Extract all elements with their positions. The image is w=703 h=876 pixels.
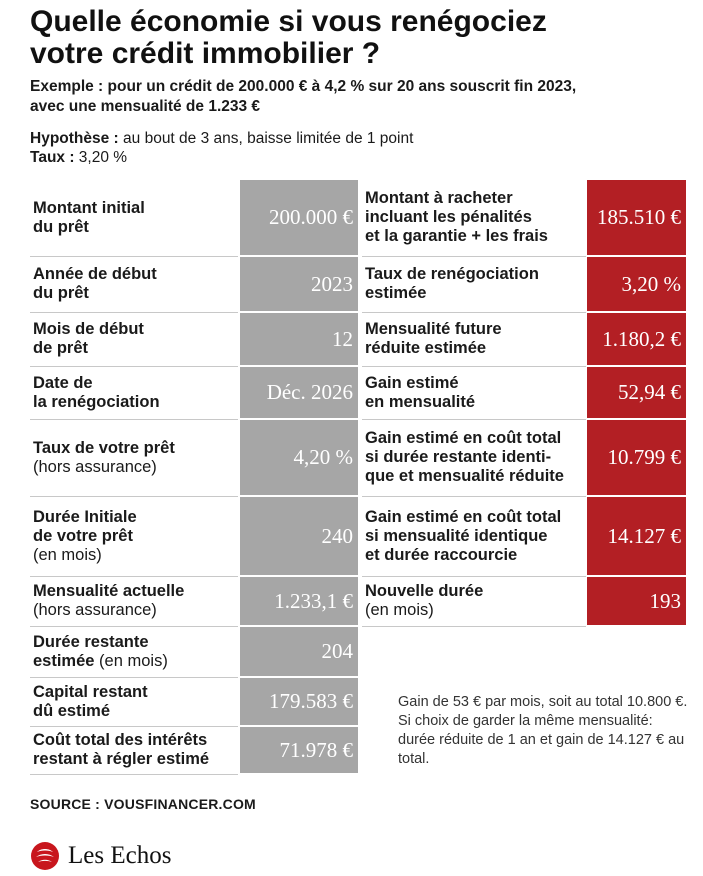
label-line-bold: que et mensualité réduite xyxy=(365,467,564,485)
label-line-bold: Capital restant xyxy=(33,682,148,701)
label-line-bold: Taux de votre prêt xyxy=(33,438,175,457)
label-line-bold: Gain estimé en coût total xyxy=(365,429,562,447)
row-divider xyxy=(362,626,586,627)
right-row-value: 14.127 € xyxy=(587,497,686,575)
left-row-label xyxy=(30,367,238,418)
rate-row xyxy=(30,148,690,167)
source-credit: SOURCE : VOUSFINANCER.COM xyxy=(30,796,256,812)
label-line-mixed xyxy=(33,652,238,671)
label-line-normal: (en mois) xyxy=(33,545,102,564)
left-row-value: 12 xyxy=(240,313,358,365)
left-row-value: 240 xyxy=(240,497,358,575)
subtitle-line-1: Exemple : pour un crédit de 200.000 € à 4,2 % sur 20 ans souscrit fin 2023, xyxy=(30,78,577,95)
label-line-bold: Durée Initiale xyxy=(33,507,137,526)
label-line-bold: et la garantie + les frais xyxy=(365,227,548,245)
row-divider xyxy=(30,774,238,775)
right-row-value: 10.799 € xyxy=(587,420,686,495)
right-row-label xyxy=(362,420,586,495)
left-row-label xyxy=(30,257,238,311)
label-line-bold: restant à régler estimé xyxy=(33,750,210,768)
right-row-label xyxy=(362,367,586,418)
label-line-bold: Nouvelle durée xyxy=(365,582,484,600)
right-row-label xyxy=(362,577,586,625)
left-row-label xyxy=(30,627,238,676)
label-inline-normal: (en mois) xyxy=(94,651,168,670)
left-row-value: 1.233,1 € xyxy=(240,577,358,625)
label-line-normal: (hors assurance) xyxy=(33,457,157,476)
left-row-label xyxy=(30,420,238,495)
label-line-bold: dû estimé xyxy=(33,701,111,720)
label-line-bold: Coût total des intérêts xyxy=(33,731,208,749)
title-line-1: Quelle économie si vous renégociez xyxy=(30,5,547,38)
right-row-label xyxy=(362,497,586,575)
left-row-value: Déc. 2026 xyxy=(240,367,358,418)
label-line-bold: Année de début xyxy=(33,265,157,283)
label-line-bold: Mensualité future xyxy=(365,320,502,338)
label-line-bold: Mensualité actuelle xyxy=(33,582,185,600)
left-row-label xyxy=(30,497,238,575)
label-line-bold: Gain estimé en coût total xyxy=(365,507,562,526)
left-row-value: 179.583 € xyxy=(240,678,358,725)
label-line-bold: du prêt xyxy=(33,284,89,302)
summary-note: Gain de 53 € par mois, soit au total 10.800 €. Si choix de garder la même mensualité: durée réduite de 1 an et gain de 14.127 € au total. xyxy=(398,694,688,767)
label-line-bold: Date de xyxy=(33,373,93,392)
hypothesis-value: au bout de 3 ans, baisse limitée de 1 point xyxy=(118,130,414,147)
label-line-bold: de votre prêt xyxy=(33,526,133,545)
left-row-value: 200.000 € xyxy=(240,180,358,255)
right-row-value: 185.510 € xyxy=(587,180,686,255)
left-row-value: 71.978 € xyxy=(240,727,358,773)
label-line-bold: Gain estimé xyxy=(365,373,459,392)
left-row-value: 2023 xyxy=(240,257,358,311)
label-line-bold: incluant les pénalités xyxy=(365,208,532,226)
label-line-bold: estimée xyxy=(365,284,427,302)
subtitle xyxy=(30,77,700,117)
right-row-label xyxy=(362,313,586,365)
label-line-bold: Mois de début xyxy=(33,320,144,338)
label-inline-bold: estimée xyxy=(33,651,95,670)
left-row-value: 204 xyxy=(240,627,358,676)
label-line-bold: si durée restante identi- xyxy=(365,448,552,466)
subtitle-line-2: avec une mensualité de 1.233 € xyxy=(30,98,261,115)
left-row-label xyxy=(30,727,238,773)
label-line-bold: réduite estimée xyxy=(365,339,487,357)
label-line-bold: Montant à racheter xyxy=(365,189,513,207)
left-row-label xyxy=(30,577,238,625)
right-row-value: 193 xyxy=(587,577,686,625)
label-line-bold: Taux de renégociation xyxy=(365,265,539,283)
right-row-label xyxy=(362,257,586,311)
label-line-bold: Montant initial xyxy=(33,198,145,217)
hypothesis xyxy=(30,129,690,167)
brand-name: Les Echos xyxy=(68,842,172,869)
left-row-label xyxy=(30,313,238,365)
label-line-bold: en mensualité xyxy=(365,392,476,411)
right-row-value: 52,94 € xyxy=(587,367,686,418)
label-line-bold: du prêt xyxy=(33,217,89,236)
label-line-normal: (hors assurance) xyxy=(33,601,157,619)
label-line-bold: Durée restante xyxy=(33,632,149,651)
rate-value: 3,20 % xyxy=(74,149,128,166)
les-echos-flame-logo-icon xyxy=(30,841,60,871)
right-row-value: 1.180,2 € xyxy=(587,313,686,365)
hypothesis-label: Hypothèse : xyxy=(30,130,119,147)
label-line-bold: de prêt xyxy=(33,339,89,357)
right-row-label xyxy=(362,180,586,255)
label-line-bold: la renégociation xyxy=(33,392,160,411)
rate-label: Taux : xyxy=(30,149,75,166)
brand-logo xyxy=(30,841,171,871)
title-line-2: votre crédit immobilier ? xyxy=(30,37,381,70)
label-line-bold: si mensualité identique xyxy=(365,526,548,545)
left-row-value: 4,20 % xyxy=(240,420,358,495)
label-line-bold: et durée raccourcie xyxy=(365,545,518,564)
right-row-value: 3,20 % xyxy=(587,257,686,311)
label-line-normal: (en mois) xyxy=(365,601,434,619)
left-row-label xyxy=(30,180,238,255)
hypothesis-row xyxy=(30,129,690,148)
left-row-label xyxy=(30,678,238,725)
page-title xyxy=(30,6,690,70)
